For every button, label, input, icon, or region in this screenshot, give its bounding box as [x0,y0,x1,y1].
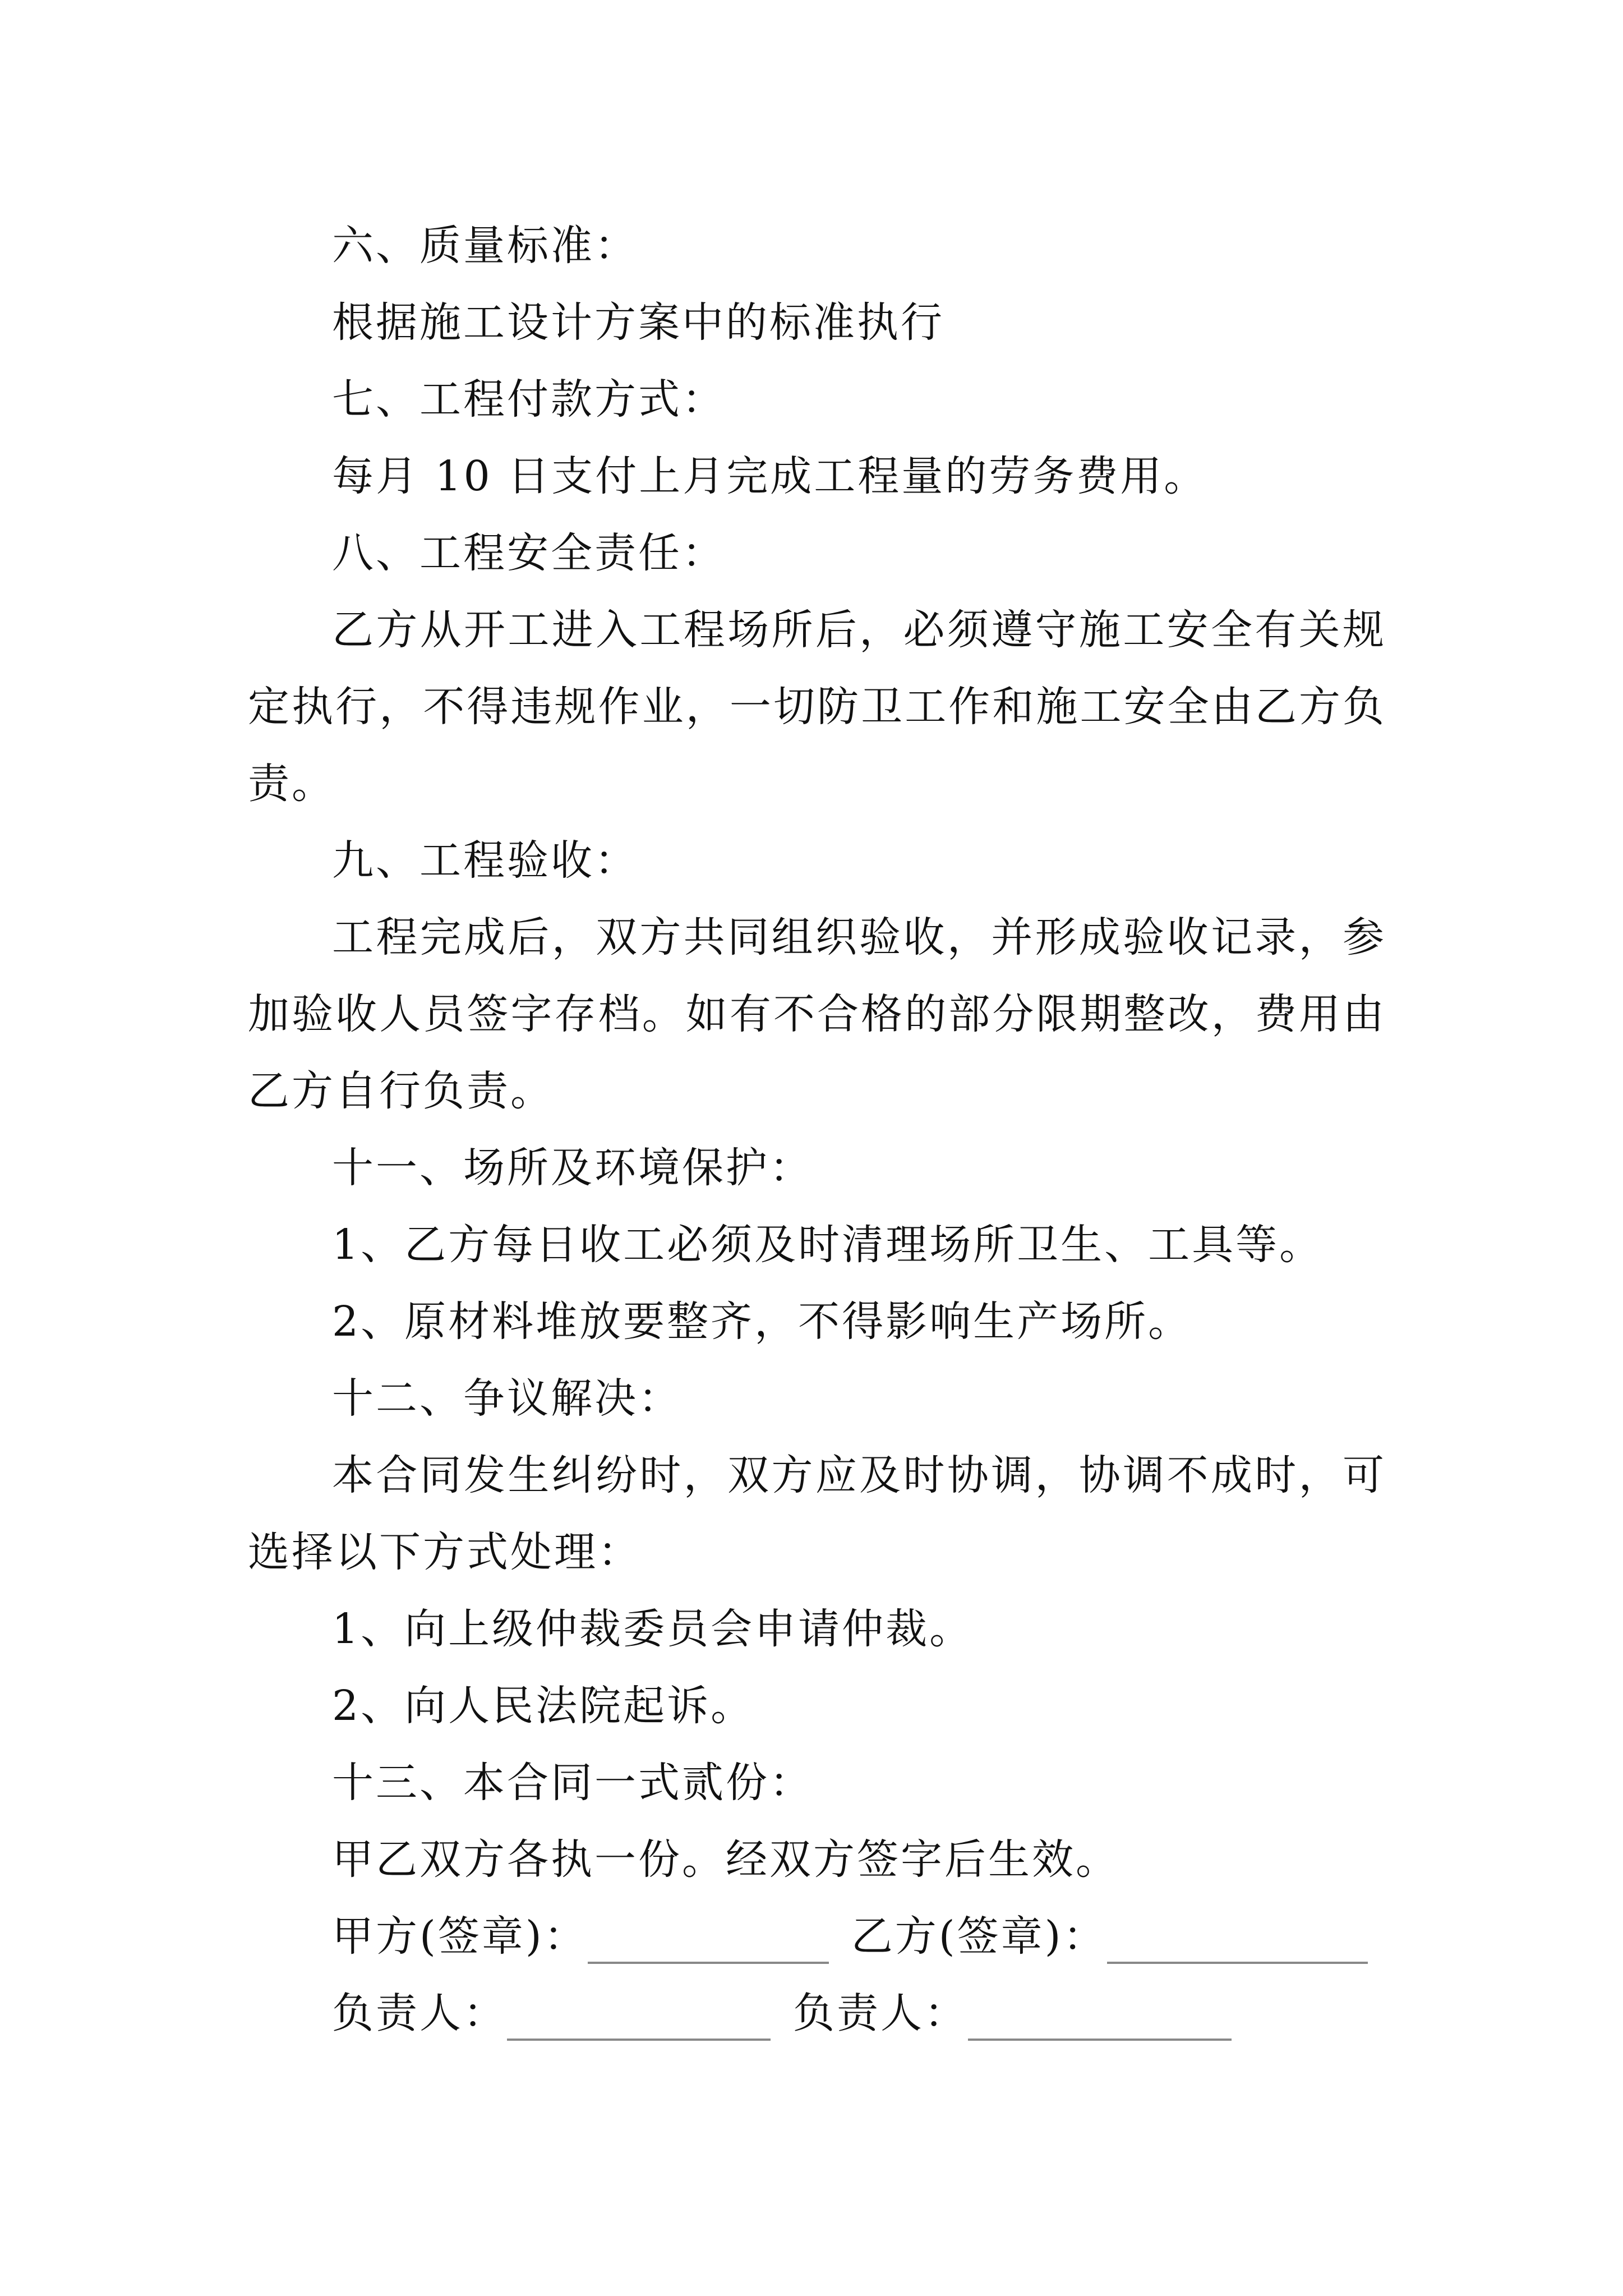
section-heading-dispute: 十二、争议解决： [332,1374,682,1423]
person-b-signature-line [968,2039,1232,2041]
section-heading-acceptance: 九、工程验收： [332,836,638,885]
paragraph-quality: 根据施工设计方案中的标准执行 [332,298,944,347]
party-a-signature-label: 甲方(签章)： [332,1912,588,1961]
paragraph-dispute: 本合同发生纠纷时，双方应及时协调，协调不成时，可选择以下方式处理： [248,1451,1386,1576]
paragraph-safety: 乙方从开工进入工程场所后，必须遵守施工安全有关规定执行，不得违规作业，一切防卫工作和施工安全由乙方负责。 [248,606,1386,808]
person-a-signature-label: 负责人： [332,1989,507,2037]
section-heading-payment: 七、工程付款方式： [332,375,726,424]
paragraph-payment: 每月 10 日支付上月完成工程量的劳务费用。 [332,452,1208,500]
party-b-signature-line [1107,1962,1368,1964]
section-heading-safety: 八、工程安全责任： [332,529,726,577]
paragraph-copies: 甲乙双方各执一份。经双方签字后生效。 [332,1835,1119,1884]
paragraph-environment-2: 2、原材料堆放要整齐，不得影响生产场所。 [332,1297,1192,1346]
person-b-signature-label: 负责人： [793,1989,968,2037]
signature-row-persons [248,1975,1386,2052]
party-b-signature-label: 乙方(签章)： [851,1912,1107,1961]
paragraph-acceptance: 工程完成后，双方共同组织验收，并形成验收记录，参加验收人员签字存档。如有不合格的部分限期整改，费用由乙方自行负责。 [248,913,1386,1115]
paragraph-environment-1: 1、乙方每日收工必须及时清理场所卫生、工具等。 [332,1221,1324,1269]
document-body [248,208,1386,2052]
paragraph-dispute-1: 1、向上级仲裁委员会申请仲裁。 [332,1605,974,1653]
section-heading-environment: 十一、场所及环境保护： [332,1144,813,1192]
signature-row-parties [248,1898,1386,1975]
party-a-signature-line [588,1962,829,1964]
section-heading-quality: 六、质量标准： [332,222,638,270]
section-heading-copies: 十三、本合同一式贰份： [332,1759,813,1807]
person-a-signature-line [507,2039,771,2041]
paragraph-dispute-2: 2、向人民法院起诉。 [332,1682,755,1730]
